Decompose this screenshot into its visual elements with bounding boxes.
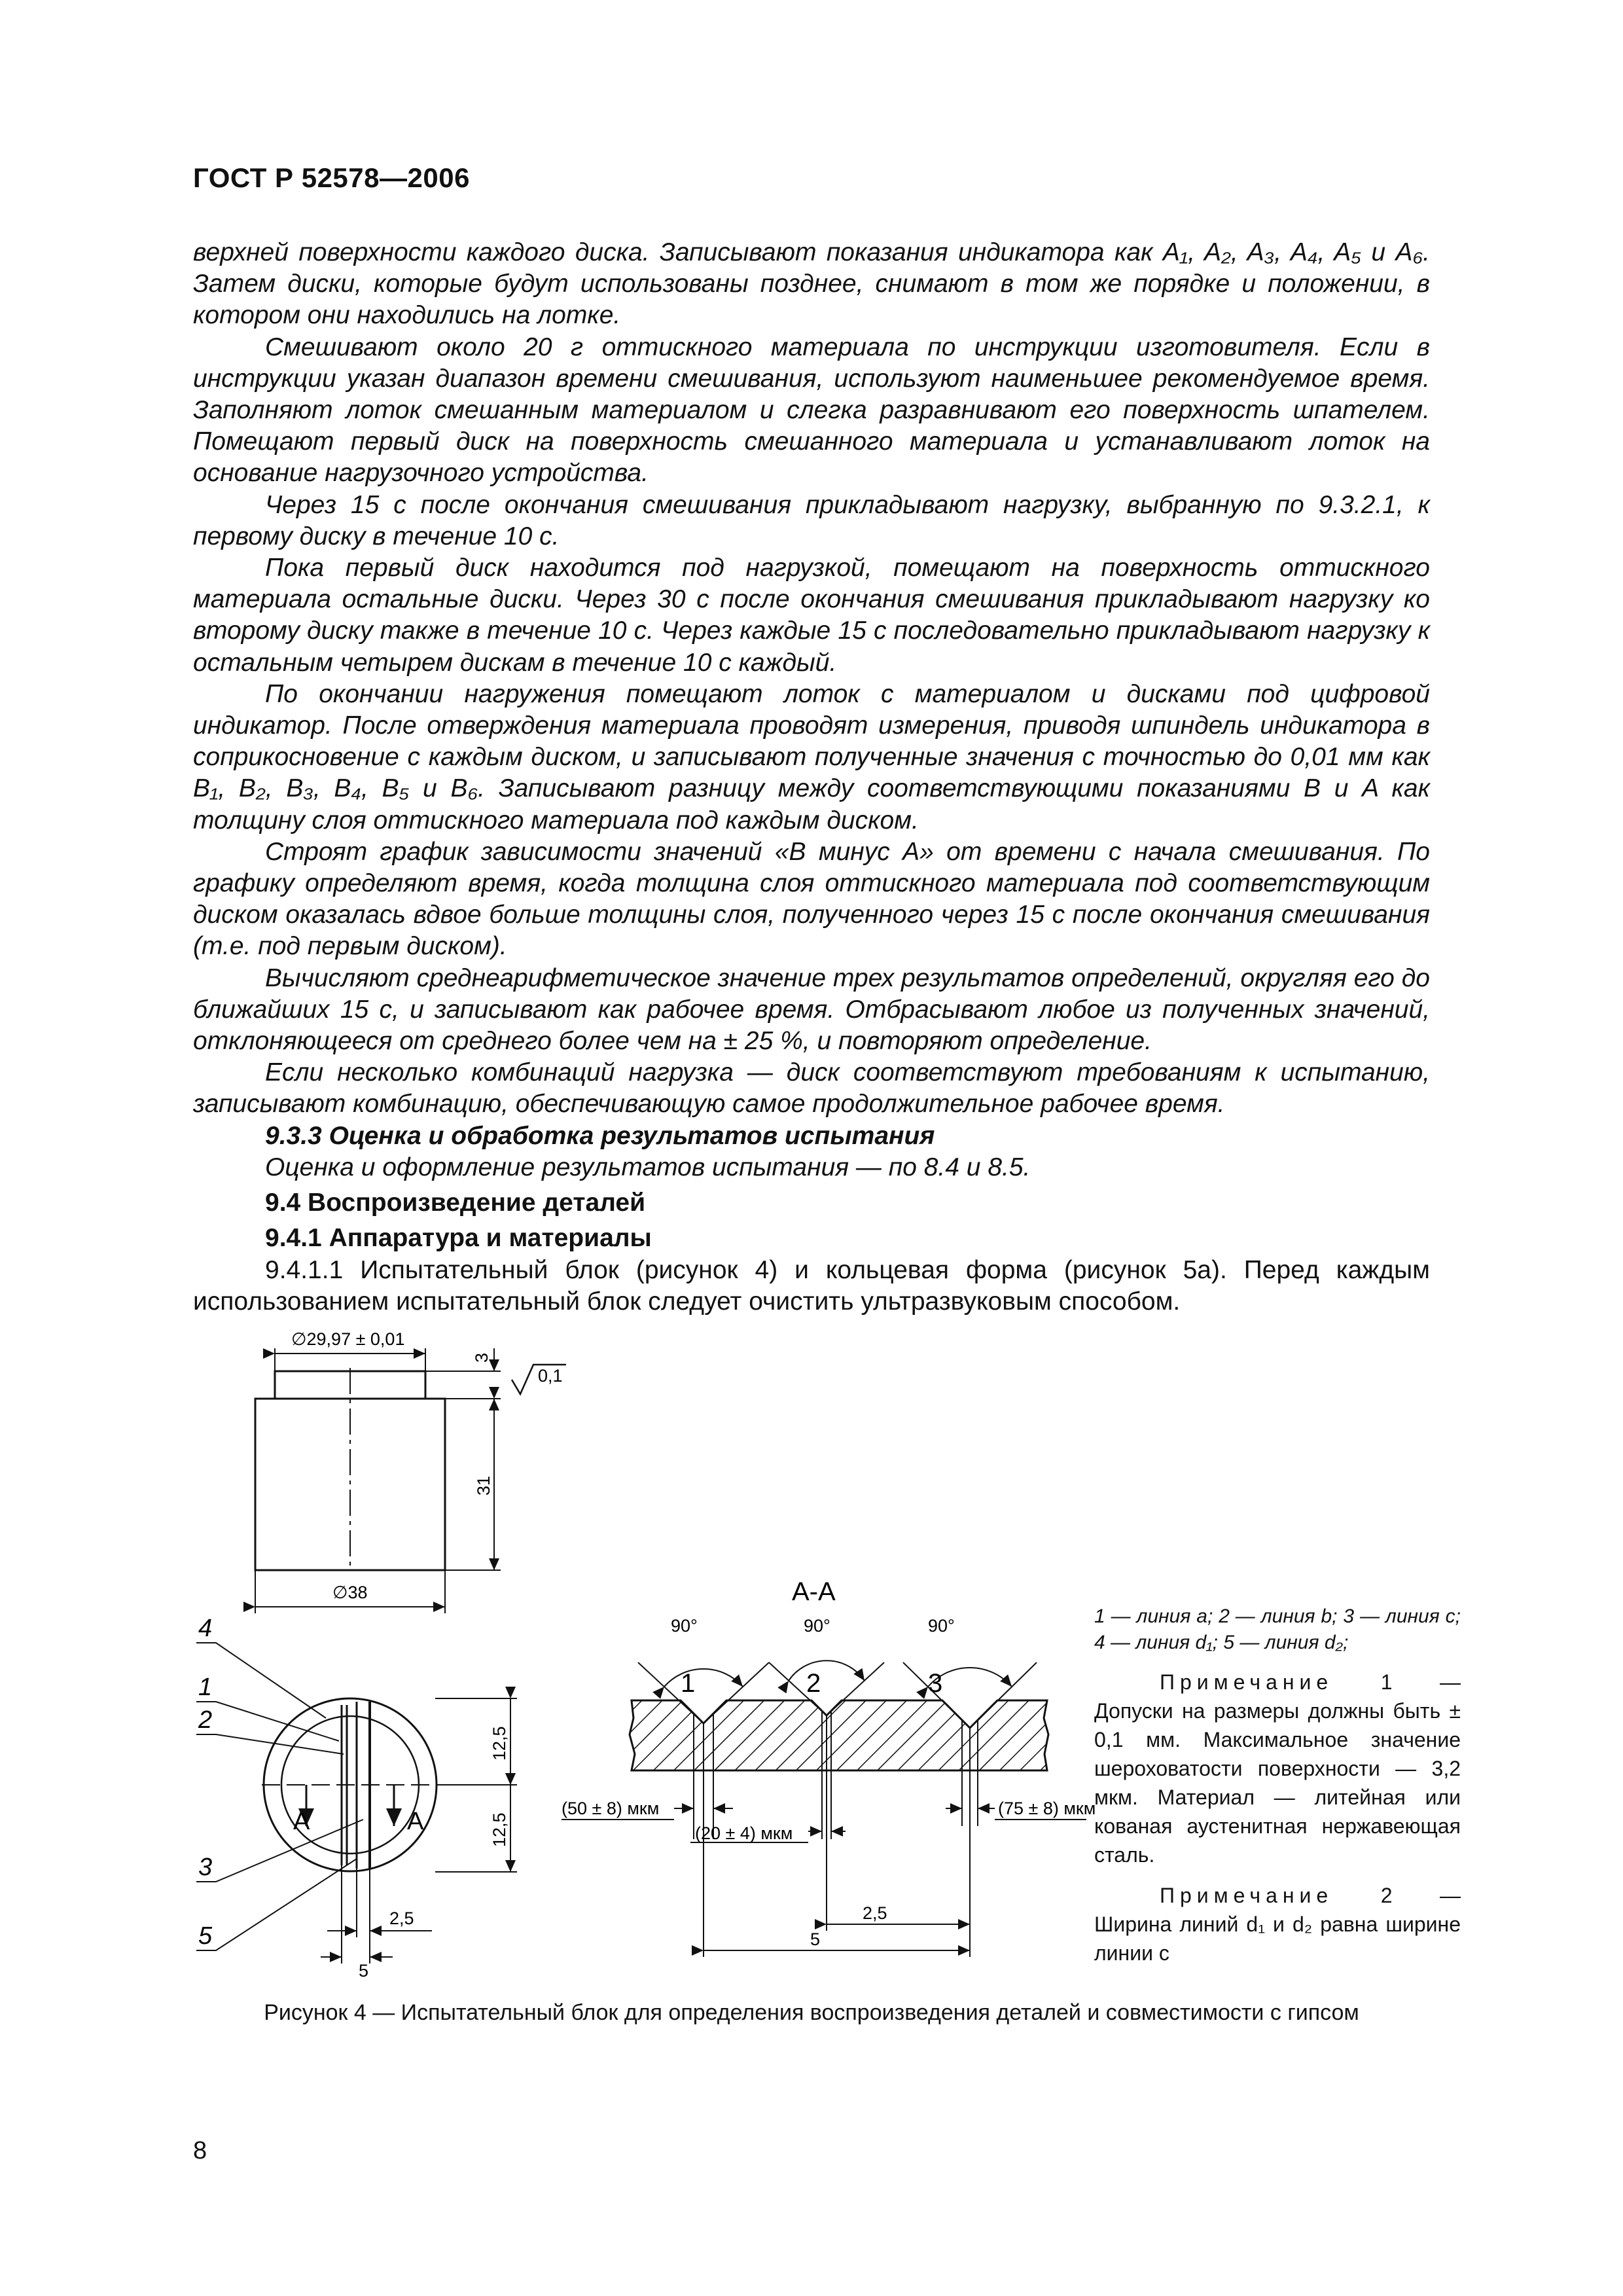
note-2 [1094,1881,1461,1967]
groove-1: 1 [681,1669,696,1698]
subsection-heading: 9.4.1 Аппаратура и материалы [265,1224,652,1253]
hatched-section [630,1700,1048,1770]
paragraph: Пока первый диск находится под нагрузкой, помещают на поверхность оттискного материала остальные диски. Через 30 с после окончания смешивания прикладывают нагрузку ко второму диску также в течение 10 с. Через каждые 15 с последовательно прикладывают нагрузку к остальным четырем дискам в течение 10 с каждый. [193,554,1430,677]
section-mark-right: A [407,1808,424,1835]
figure-legend [1094,1604,1461,1979]
paragraph: По окончании нагружения помещают лоток с материалом и дисками под цифровой индикатор. После отверждения материала проводят измерения, приводя шпиндель индикатора в соприкосновение с каждым диском, и записывают полученные значения с точностью до 0,01 мм как B₁, B₂, B₃, B₄, B₅ и B₆. Записывают разницу между соответствующими показаниями B и A как толщину слоя оттискного материала под каждым диском. [193,679,1430,834]
section-heading: 9.4 Воспроизведение деталей [265,1189,646,1217]
angle-2: 90° [804,1616,830,1636]
dim-top-diameter: ∅29,97 ± 0,01 [291,1329,405,1349]
paragraph: верхней поверхности каждого диска. Записывают показания индикатора как A₁, A₂, A₃, A₄, A₅ и A₆. Затем диски, которые будут использованы позднее, снимают в том же порядке и положении, в котором они находились на лотке. [193,238,1430,330]
paragraph: Строят график зависимости значений «B минус A» от времени с начала смешивания. По графику определяют время, когда толщина слоя оттискного материала под соответствующим диском оказалась вдвое больше толщины слоя, полученного через 15 с после окончания смешивания (т.е. под первым диском). [193,837,1430,961]
callout-3: 3 [198,1854,213,1881]
angle-1: 90° [671,1616,698,1636]
note-1-text: — Допуски на размеры должны быть ± 0,1 мм. Максимальное значение шероховатости поверхности — 3,2 мкм. Материал — литейная или кованая аустенитная нержавеющая сталь. [1094,1670,1461,1867]
dim-base: 5 [359,1961,369,1981]
groove-3: 3 [928,1669,943,1698]
paragraph: Если несколько комбинаций нагрузка — диск соответствуют требованиям к испытанию, записывают комбинацию, обеспечивающую самое продолжительное рабочее время. [193,1058,1430,1119]
callout-1: 1 [198,1674,213,1701]
dim-small: 2,5 [389,1909,414,1928]
paragraph: Через 15 с после окончания смешивания прикладывают нагрузку, выбранную по 9.3.2.1, к первому диску в течение 10 с. [193,490,1430,550]
groove-2: 2 [806,1669,821,1698]
dim-total: 5 [810,1929,821,1949]
paragraph: 9.4.1.1 Испытательный блок (рисунок 4) и кольцевая форма (рисунок 5а). Перед каждым использованием испытательный блок следует очистить ультразвуковым способом. [193,1255,1430,1316]
page-number: 8 [193,2137,207,2164]
inner-circle [281,1716,419,1854]
section-title: A-A [792,1577,836,1606]
dim-bottom-diameter: ∅38 [332,1583,368,1602]
note-1 [1094,1668,1461,1869]
block-body [255,1399,445,1570]
dim-half: 2,5 [863,1903,887,1923]
callout-5: 5 [198,1922,213,1950]
section-a-a [562,1660,1086,1957]
document-header: ГОСТ Р 52578—2006 [193,162,470,193]
callout-2: 2 [198,1706,213,1734]
callout-4: 4 [198,1615,213,1642]
dim-step: 3 [472,1352,491,1363]
dim-lower: 12,5 [490,1812,509,1847]
section-mark-left: A [293,1808,310,1835]
dim-height: 31 [474,1475,493,1496]
paragraph: Вычисляют среднеарифметическое значение трех результатов определений, округляя его до ближайших 15 с, и записывают как рабочее время. Отбрасывают любое из полученных значений, отклоняющееся от среднего более чем на ± 25 %, и повторяют определение. [193,963,1430,1056]
note-2-label: Примечание 2 [1160,1884,1398,1907]
block-plan-view [196,1643,517,1964]
dim-mid: (20 ± 4) мкм [695,1823,793,1843]
paragraph: Оценка и оформление результатов испытания — по 8.4 и 8.5. [265,1153,1031,1181]
dim-left: (50 ± 8) мкм [562,1799,660,1818]
angle-3: 90° [928,1616,955,1636]
section-heading: 9.3.3 Оценка и обработка результатов испытания [265,1121,935,1150]
block-top-step [275,1371,425,1399]
note-2-text: — Ширина линий d₁ и d₂ равна ширине линии c [1094,1884,1461,1965]
roughness-value: 0,1 [538,1366,563,1386]
figure-caption: Рисунок 4 — Испытательный блок для определения воспроизведения деталей и совместимости с гипсом [264,2000,1359,2025]
block-elevation [255,1348,566,1613]
roughness-symbol [512,1365,566,1394]
dim-right: (75 ± 8) мкм [998,1799,1096,1818]
dim-upper: 12,5 [490,1726,509,1761]
outer-circle [264,1698,437,1871]
paragraph: Смешивают около 20 г оттискного материала по инструкции изготовителя. Если в инструкции указан диапазон времени смешивания, используют наименьшее рекомендуемое время. Заполняют лоток смешанным материалом и слегка разравнивают его поверхность шпателем. Помещают первый диск на поверхность смешанного материала и устанавливают лоток на основание нагрузочного устройства. [193,332,1430,488]
body-text [193,237,1430,1318]
legend-lines: 1 — линия a; 2 — линия b; 3 — линия c; 4 — линия d₁; 5 — линия d₂; [1094,1605,1461,1653]
note-1-label: Примечание 1 [1160,1670,1398,1694]
